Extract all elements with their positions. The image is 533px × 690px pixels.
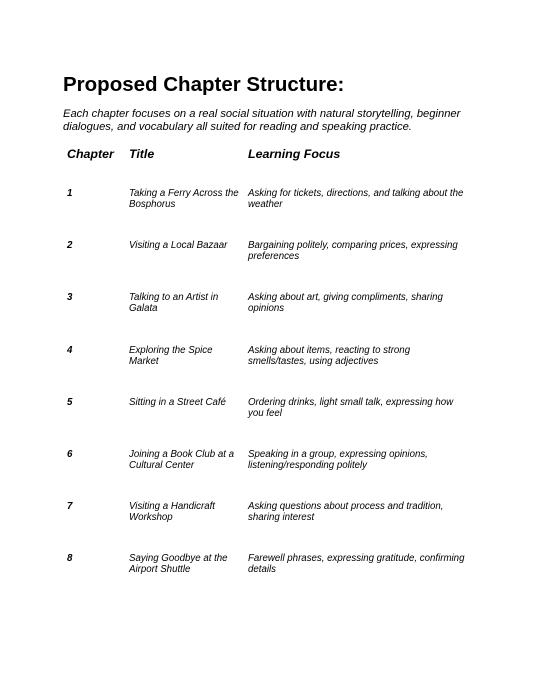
chapter-title: Sitting in a Street Café <box>129 397 226 408</box>
chapter-number: 3 <box>67 292 73 303</box>
chapter-number: 5 <box>67 397 73 408</box>
chapter-number: 8 <box>67 553 73 564</box>
column-header-chapter: Chapter <box>67 147 114 161</box>
table-row <box>0 397 533 437</box>
chapter-title: Exploring the Spice Market <box>129 345 213 368</box>
chapter-learning-focus: Asking about art, giving compliments, sharing opinions <box>248 292 443 315</box>
intro-paragraph: Each chapter focuses on a real social situation with natural storytelling, beginner dialogues, and vocabulary all suited for reading and speaking practice. <box>63 108 461 133</box>
chapter-title: Saying Goodbye at the Airport Shuttle <box>129 553 228 576</box>
chapter-learning-focus: Asking questions about process and tradition, sharing interest <box>248 501 444 524</box>
chapter-number: 4 <box>67 345 73 356</box>
table-row <box>0 188 533 228</box>
column-header-title: Title <box>129 147 155 161</box>
table-row <box>0 449 533 489</box>
chapter-learning-focus: Farewell phrases, expressing gratitude, confirming details <box>248 553 465 576</box>
page-title: Proposed Chapter Structure: <box>63 73 345 96</box>
table-row <box>0 240 533 280</box>
chapter-number: 2 <box>67 240 73 251</box>
chapter-number: 6 <box>67 449 73 460</box>
chapter-title: Joining a Book Club at a Cultural Center <box>129 449 235 472</box>
chapter-learning-focus: Ordering drinks, light small talk, expressing how you feel <box>248 397 454 420</box>
table-row <box>0 292 533 332</box>
column-header-learning-focus: Learning Focus <box>248 147 341 161</box>
table-row <box>0 345 533 385</box>
chapter-learning-focus: Bargaining politely, comparing prices, expressing preferences <box>248 240 458 263</box>
table-row <box>0 501 533 541</box>
chapter-learning-focus: Asking for tickets, directions, and talking about the weather <box>248 188 464 211</box>
chapter-title: Taking a Ferry Across the Bosphorus <box>129 188 239 211</box>
chapter-title: Visiting a Handicraft Workshop <box>129 501 215 524</box>
chapter-number: 1 <box>67 188 73 199</box>
table-row <box>0 553 533 593</box>
chapter-number: 7 <box>67 501 73 512</box>
chapter-title: Talking to an Artist in Galata <box>129 292 219 315</box>
chapter-title: Visiting a Local Bazaar <box>129 240 228 251</box>
chapter-learning-focus: Speaking in a group, expressing opinions, listening/responding politely <box>248 449 428 472</box>
chapter-learning-focus: Asking about items, reacting to strong smells/tastes, using adjectives <box>248 345 411 368</box>
